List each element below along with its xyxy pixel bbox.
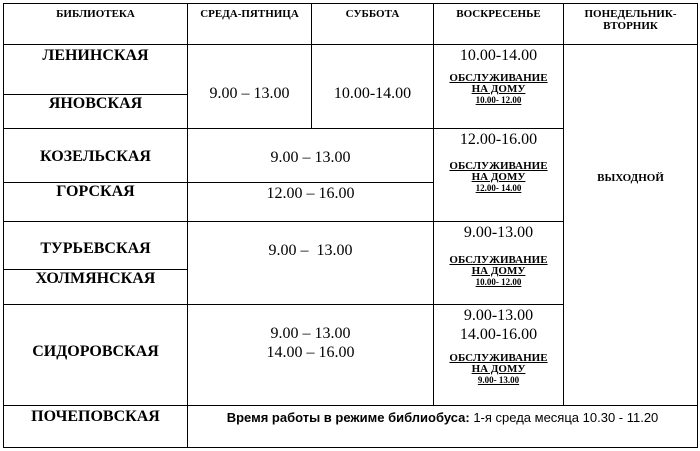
library-name-pochepovskaya: ПОЧЕПОВСКАЯ xyxy=(31,408,160,425)
hours-group3-sunday: 12.00-16.00 xyxy=(459,131,538,148)
hours-cell-group1-saturday xyxy=(311,44,434,129)
home-service-hours-sidorovskaya: 9.00- 13.00 xyxy=(477,375,520,385)
hours-cell-group1-sunday xyxy=(433,44,564,129)
home-service-label-group4-line1: ОБСЛУЖИВАНИЕ xyxy=(449,254,548,266)
hours-group4-wed-sat: 9.00 – 13.00 xyxy=(268,242,353,259)
library-name-kozelskaya: КОЗЕЛЬСКАЯ xyxy=(40,148,151,165)
library-cell-yanovskaya xyxy=(3,94,188,129)
hours-cell-group1-wed-fri xyxy=(187,44,312,129)
bibliobus-label: Время работы в режиме библиобуса: xyxy=(226,410,470,425)
header-wed-fri: СРЕДА-ПЯТНИЦА xyxy=(200,8,299,20)
header-mon-tue-line2: ВТОРНИК xyxy=(603,20,658,32)
header-wed-fri-cell xyxy=(187,3,312,45)
bibliobus-schedule: 1-я среда месяца 10.30 - 11.20 xyxy=(469,410,659,425)
header-saturday: СУББОТА xyxy=(345,8,400,20)
home-service-hours-group4: 10.00- 12.00 xyxy=(475,277,522,287)
hours-cell-gorskaya xyxy=(187,182,434,222)
hours-cell-sidorovskaya-sunday xyxy=(433,304,564,406)
bibliobus-note xyxy=(188,410,697,426)
library-name-sidorovskaya: СИДОРОВСКАЯ xyxy=(32,343,159,360)
library-cell-pochepovskaya xyxy=(3,405,188,448)
hours-group1-sunday: 10.00-14.00 xyxy=(459,47,538,64)
library-cell-kozelskaya xyxy=(3,128,188,183)
header-mon-tue-line1: ПОНЕДЕЛЬНИК- xyxy=(584,8,677,20)
home-service-label-group4-line2: НА ДОМУ xyxy=(471,265,526,277)
home-service-label-group3-line1: ОБСЛУЖИВАНИЕ xyxy=(449,160,548,172)
header-sunday-cell xyxy=(433,3,564,45)
header-saturday-cell xyxy=(311,3,434,45)
hours-group4-sunday: 9.00-13.00 xyxy=(463,224,534,241)
hours-cell-group4-wed-sat xyxy=(187,221,434,305)
day-off-label: ВЫХОДНОЙ xyxy=(597,172,664,184)
library-cell-kholmyanskaya xyxy=(3,269,188,305)
hours-cell-group3-sunday xyxy=(433,128,564,222)
library-cell-leninskaya xyxy=(3,44,188,95)
hours-gorskaya: 12.00 – 16.00 xyxy=(266,185,355,202)
home-service-hours-group3: 12.00- 14.00 xyxy=(475,183,522,193)
library-name-leninskaya: ЛЕНИНСКАЯ xyxy=(42,47,149,64)
hours-cell-sidorovskaya xyxy=(187,304,434,406)
library-name-yanovskaya: ЯНОВСКАЯ xyxy=(48,95,143,112)
bibliobus-cell xyxy=(187,405,698,448)
header-library: БИБЛИОТЕКА xyxy=(56,8,135,20)
home-service-label-group1-line1: ОБСЛУЖИВАНИЕ xyxy=(449,72,548,84)
hours-group1-wed-fri: 9.00 – 13.00 xyxy=(209,85,290,102)
library-name-kholmyanskaya: ХОЛМЯНСКАЯ xyxy=(35,270,156,287)
hours-sidorovskaya-sunday-2: 14.00-16.00 xyxy=(459,326,538,343)
library-cell-sidorovskaya xyxy=(3,304,188,406)
library-name-gorskaya: ГОРСКАЯ xyxy=(56,183,135,200)
header-library-cell xyxy=(3,3,188,45)
home-service-hours-group1: 10.00- 12.00 xyxy=(475,95,522,105)
library-name-turyevskaya: ТУРЬЕВСКАЯ xyxy=(40,240,151,257)
hours-sidorovskaya-2: 14.00 – 16.00 xyxy=(266,344,355,361)
header-mon-tue-cell xyxy=(563,3,698,45)
hours-sidorovskaya-sunday-1: 9.00-13.00 xyxy=(463,307,534,324)
hours-sidorovskaya-1: 9.00 – 13.00 xyxy=(270,325,351,342)
hours-cell-group4-sunday xyxy=(433,221,564,305)
home-service-label-sidorovskaya-line1: ОБСЛУЖИВАНИЕ xyxy=(449,352,548,364)
home-service-label-group3-line2: НА ДОМУ xyxy=(471,171,526,183)
hours-kozelskaya: 9.00 – 13.00 xyxy=(270,149,351,166)
library-cell-gorskaya xyxy=(3,182,188,222)
header-sunday: ВОСКРЕСЕНЬЕ xyxy=(456,8,541,20)
home-service-label-group1-line2: НА ДОМУ xyxy=(471,83,526,95)
library-cell-turyevskaya xyxy=(3,221,188,270)
day-off-cell xyxy=(563,44,698,406)
home-service-label-sidorovskaya-line2: НА ДОМУ xyxy=(471,363,526,375)
hours-group1-saturday: 10.00-14.00 xyxy=(333,85,412,102)
hours-cell-kozelskaya xyxy=(187,128,434,183)
